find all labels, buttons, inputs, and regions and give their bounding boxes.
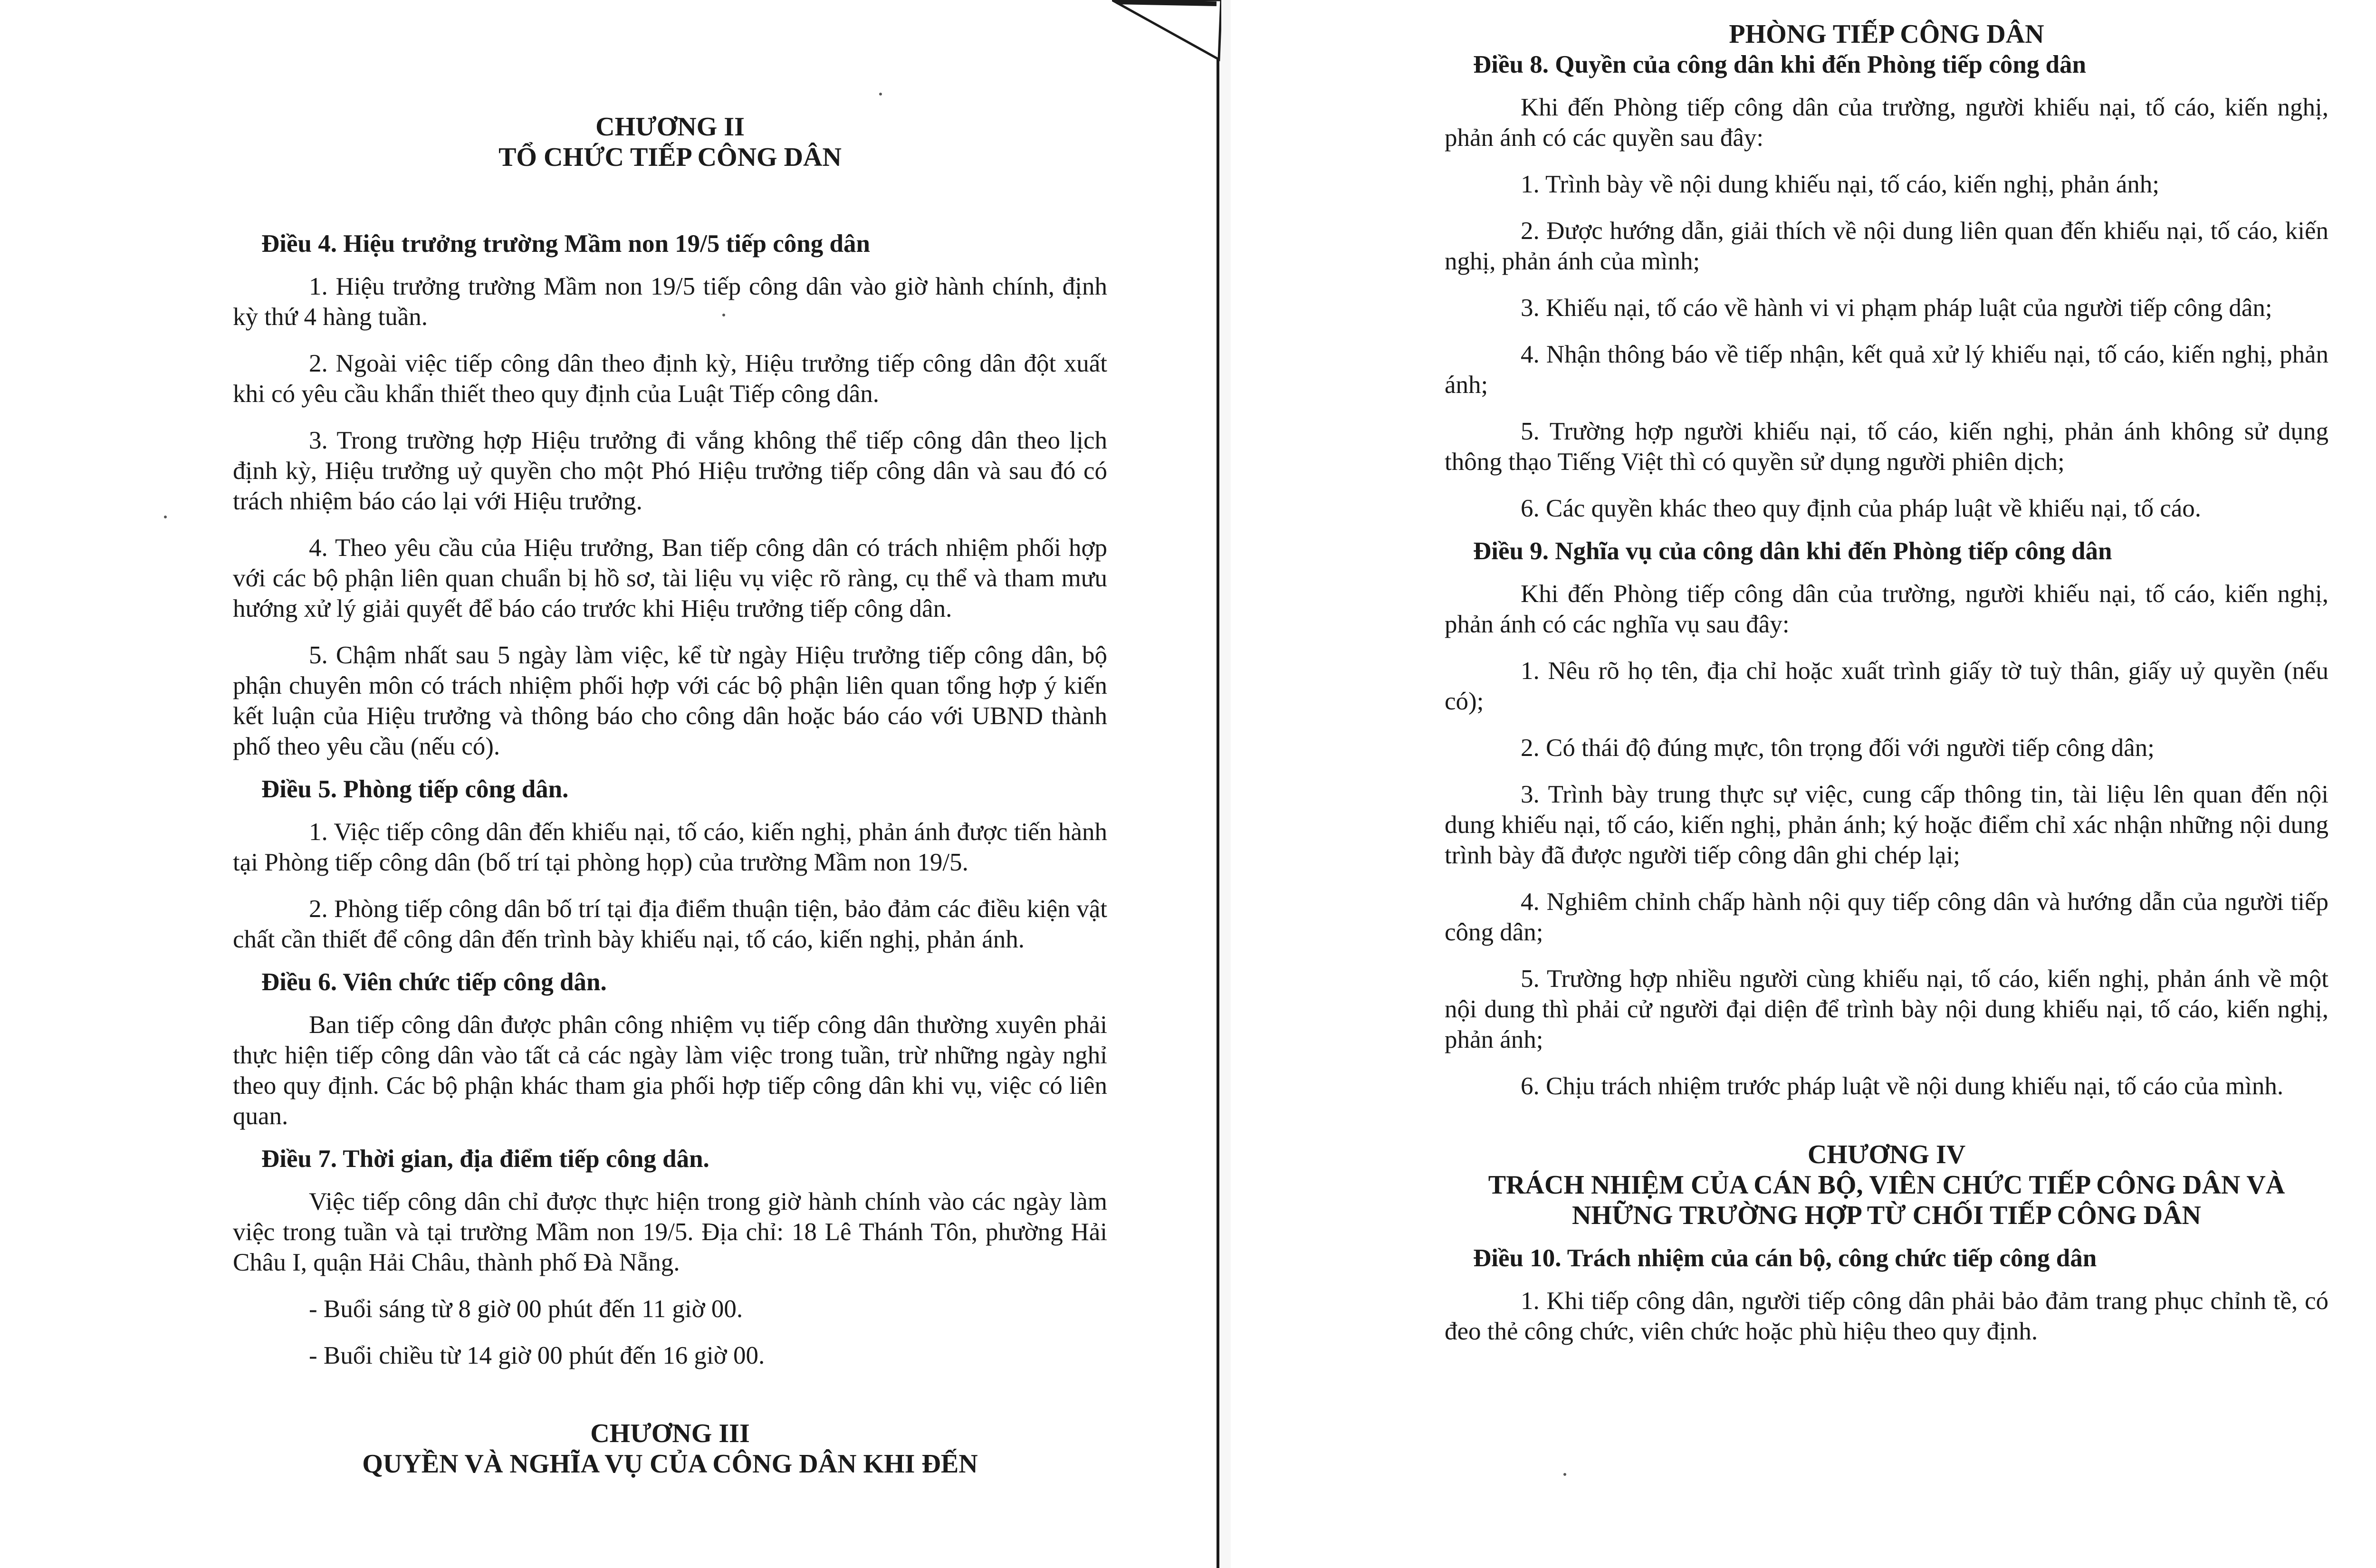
dieu7-morning: - Buổi sáng từ 8 giờ 00 phút đến 11 giờ 00. <box>309 1295 743 1323</box>
chapter-iv-number: CHƯƠNG IV <box>1807 1140 1966 1169</box>
right-page-column <box>1445 0 2328 1347</box>
dieu4-para2: 2. Ngoài việc tiếp công dân theo định kỳ, Hiệu trưởng tiếp công dân đột xuất khi có yêu cầu khẩn thiết theo quy định của Luật Tiếp công dân. <box>233 350 1107 408</box>
chapter-iv-title-line1: TRÁCH NHIỆM CỦA CÁN BỘ, VIÊN CHỨC TIẾP CÔNG DÂN VÀ <box>1488 1170 2285 1200</box>
chapter-iii-number: CHƯƠNG III <box>590 1419 750 1448</box>
scan-speck <box>722 314 725 316</box>
dieu9-para3: 3. Trình bày trung thực sự việc, cung cấp thông tin, tài liệu lên quan đến nội dung khiếu nại, tố cáo, kiến nghị, phản ánh; ký hoặc điểm chỉ xác nhận những nội dung trình bày đã được người tiếp công dân ghi chép lại; <box>1445 781 2328 869</box>
dieu10-para1: 1. Khi tiếp công dân, người tiếp công dân phải bảo đảm trang phục chỉnh tề, có đeo thẻ công chức, viên chức hoặc phù hiệu theo quy định. <box>1445 1287 2328 1345</box>
scan-speck <box>1563 1473 1566 1476</box>
dieu7-afternoon: - Buổi chiều từ 14 giờ 00 phút đến 16 giờ 00. <box>309 1342 765 1369</box>
scan-speck <box>879 93 882 96</box>
dieu8-para1: 1. Trình bày về nội dung khiếu nại, tố cáo, kiến nghị, phản ánh; <box>1521 171 2159 198</box>
chapter-iii-heading <box>233 1418 1107 1479</box>
dieu5-title: Điều 5. Phòng tiếp công dân. <box>261 775 569 803</box>
chapter-iii-title: QUYỀN VÀ NGHĨA VỤ CỦA CÔNG DÂN KHI ĐẾN <box>362 1449 978 1479</box>
right-page <box>1231 0 2376 1568</box>
dieu8-intro: Khi đến Phòng tiếp công dân của trường, người khiếu nại, tố cáo, kiến nghị, phản ánh có các quyền sau đây: <box>1445 94 2328 152</box>
dieu4-para3: 3. Trong trường hợp Hiệu trưởng đi vắng không thể tiếp công dân theo lịch định kỳ, Hiệu trưởng uỷ quyền cho một Phó Hiệu trưởng tiếp công dân và sau đó có trách nhiệm báo cáo lại với Hiệu trưởng. <box>233 427 1107 515</box>
dieu4-title: Điều 4. Hiệu trưởng trường Mầm non 19/5 tiếp công dân <box>261 230 870 258</box>
dieu10-title: Điều 10. Trách nhiệm của cán bộ, công chức tiếp công dân <box>1473 1244 2097 1272</box>
dieu8-para4: 4. Nhận thông báo về tiếp nhận, kết quả xử lý khiếu nại, tố cáo, kiến nghị, phản ánh; <box>1445 341 2328 399</box>
left-page-edge <box>1217 0 1219 1568</box>
dieu9-para4: 4. Nghiêm chỉnh chấp hành nội quy tiếp công dân và hướng dẫn của người tiếp công dân; <box>1445 888 2328 946</box>
dieu8-para2: 2. Được hướng dẫn, giải thích về nội dung liên quan đến khiếu nại, tố cáo, kiến nghị, phản ánh của mình; <box>1445 217 2328 275</box>
dieu6-para1: Ban tiếp công dân được phân công nhiệm vụ tiếp công dân thường xuyên phải thực hiện tiếp công dân vào tất cả các ngày làm việc trong tuần, trừ những ngày nghỉ theo quy định. Các bộ phận khác tham gia phối hợp tiếp công dân khi vụ, việc có liên quan. <box>233 1011 1107 1130</box>
scan-speck <box>164 516 167 518</box>
chapter-ii-title: TỔ CHỨC TIẾP CÔNG DÂN <box>498 143 842 172</box>
dieu6-title: Điều 6. Viên chức tiếp công dân. <box>261 968 607 996</box>
dieu9-para2: 2. Có thái độ đúng mực, tôn trọng đối với người tiếp công dân; <box>1521 734 2155 762</box>
dieu9-para6: 6. Chịu trách nhiệm trước pháp luật về nội dung khiếu nại, tố cáo của mình. <box>1521 1072 2284 1100</box>
dieu4-para4: 4. Theo yêu cầu của Hiệu trưởng, Ban tiếp công dân có trách nhiệm phối hợp với các bộ phận liên quan chuẩn bị hồ sơ, tài liệu vụ việc rõ ràng, cụ thể và tham mưu hướng xử lý giải quyết để báo cáo trước khi Hiệu trưởng tiếp công dân. <box>233 534 1107 622</box>
chapter-ii-heading <box>233 112 1107 172</box>
chapter-iv-heading <box>1445 1139 2328 1231</box>
dieu7-para1: Việc tiếp công dân chỉ được thực hiện trong giờ hành chính vào các ngày làm việc trong tuần và tại trường Mầm non 19/5. Địa chỉ: 18 Lê Thánh Tôn, phường Hải Châu I, quận Hải Châu, thành phố Đà Nẵng. <box>233 1188 1107 1276</box>
dieu4-para1: 1. Hiệu trưởng trường Mầm non 19/5 tiếp công dân vào giờ hành chính, định kỳ thứ 4 hàng tuần. <box>233 273 1107 331</box>
dieu9-para5: 5. Trường hợp nhiều người cùng khiếu nại, tố cáo, kiến nghị, phản ánh về một nội dung thì phải cử người đại diện để trình bày nội dung khiếu nại, tố cáo, kiến nghị, phản ánh; <box>1445 965 2328 1053</box>
chapter-iii-continued-title: PHÒNG TIẾP CÔNG DÂN <box>1729 19 2044 49</box>
dieu8-para6: 6. Các quyền khác theo quy định của pháp luật về khiếu nại, tố cáo. <box>1521 495 2202 522</box>
chapter-ii-number: CHƯƠNG II <box>595 112 745 142</box>
dieu5-para2: 2. Phòng tiếp công dân bố trí tại địa điểm thuận tiện, bảo đảm các điều kiện vật chất cần thiết để công dân đến trình bày khiếu nại, tố cáo, kiến nghị, phản ánh. <box>233 895 1107 953</box>
dieu8-para5: 5. Trường hợp người khiếu nại, tố cáo, kiến nghị, phản ánh không sử dụng thông thạo Tiếng Việt thì có quyền sử dụng người phiên dịch; <box>1445 418 2328 476</box>
dieu9-title: Điều 9. Nghĩa vụ của công dân khi đến Phòng tiếp công dân <box>1473 537 2112 565</box>
dieu9-intro: Khi đến Phòng tiếp công dân của trường, người khiếu nại, tố cáo, kiến nghị, phản ánh có các nghĩa vụ sau đây: <box>1445 580 2328 638</box>
dieu9-para1: 1. Nêu rõ họ tên, địa chỉ hoặc xuất trình giấy tờ tuỳ thân, giấy uỷ quyền (nếu có); <box>1445 657 2328 715</box>
chapter-iv-title-line2: NHỮNG TRƯỜNG HỢP TỪ CHỐI TIẾP CÔNG DÂN <box>1572 1201 2201 1230</box>
left-page-column <box>233 0 1107 1479</box>
dieu5-para1: 1. Việc tiếp công dân đến khiếu nại, tố cáo, kiến nghị, phản ánh được tiến hành tại Phòng tiếp công dân (bố trí tại phòng họp) của trường Mầm non 19/5. <box>233 818 1107 876</box>
dieu4-para5: 5. Chậm nhất sau 5 ngày làm việc, kể từ ngày Hiệu trưởng tiếp công dân, bộ phận chuyên môn có trách nhiệm phối hợp với các bộ phận liên quan tổng hợp ý kiến kết luận của Hiệu trưởng và thông báo cho công dân hoặc báo cáo với UBND thành phố theo yêu cầu (nếu có). <box>233 641 1107 760</box>
dieu8-title: Điều 8. Quyền của công dân khi đến Phòng tiếp công dân <box>1473 51 2086 78</box>
dieu8-para3: 3. Khiếu nại, tố cáo về hành vi vi phạm pháp luật của người tiếp công dân; <box>1521 294 2272 322</box>
folded-corner-icon <box>1112 0 1221 62</box>
dieu7-title: Điều 7. Thời gian, địa điểm tiếp công dân. <box>261 1145 709 1173</box>
